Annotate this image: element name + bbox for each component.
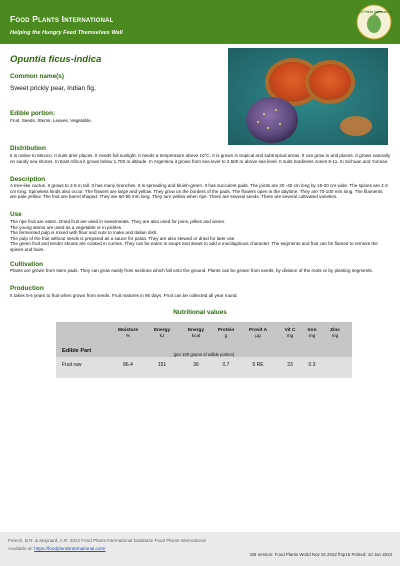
column-header: Vit C mg [284, 328, 296, 339]
cultivation-text: Plants are grown from stem pads. They can grow easily from sections which fall onto the ground. Plants can be grown from seeds, by division of the roots or by planting segments. [10, 268, 374, 273]
column-header: Energy kcal [187, 328, 205, 339]
per-100g-note: (per 100 grams of edible portion) [173, 352, 235, 357]
organization-name: Food Plants International [10, 14, 114, 24]
edible-part-label: Edible Part [62, 348, 92, 354]
distribution-text: It is native to Mexico. It suits drier places. It needs full sunlight. It needs a temperature above 10°C. It is grown in tropical and subtropical areas. It can grow in arid places. It grows naturally on sandy sea shores. In East Africa it grows below 1,700 m altitude. In Argentina it grows from sea level to 2,500 m above sea level. It suits hardiness zones 9-11. In Sichuan and Yunnan. [10, 153, 390, 164]
table-cell: 151 [157, 362, 167, 368]
fruit-photo [228, 48, 388, 145]
use-line: The fermented pulp is mixed with flour and nuts to make and Italian dish. [10, 230, 158, 236]
edible-portion-heading: Edible portion: [10, 110, 56, 117]
website-link[interactable]: https://foodplantsinternational.com/ [34, 546, 106, 551]
use-line: The green fruit and tender shoots are cooked in curries. They can be eaten in soups and stews to add a mucilaginous character. The segments and fruit can be flamed to remove the spines and hairs. [10, 241, 378, 252]
table-cell: 36 [193, 362, 199, 368]
use-line: The ripe fruit are eaten. Dried fruit are used in sweetmeats. They are also used for jams, jellies and wines. [10, 219, 226, 224]
distribution-heading: Distribution [10, 145, 46, 152]
use-line: The pulp of the fruit without seeds is prepared as a sauce for pasta. They are also stewed or dried for later use. [10, 235, 236, 241]
use-text [10, 219, 390, 253]
common-name-heading: Common name(s) [10, 73, 64, 80]
fpi-logo [356, 4, 392, 40]
citation: French, B.R. & Maynard, A.R. 2022 Food Plants International Database Food Plants International [8, 538, 206, 543]
table-cell: 5 RE [252, 362, 264, 368]
nutrition-table [56, 322, 352, 378]
table-cell: 86.4 [123, 362, 133, 368]
description-text: A tree-like cactus. It grows to 2-5 m tall. It has many branches. It is spreading and bluish-green. It has succulent pads. The joints are 20 -40 cm long by 15-20 cm wide. The spines are 2-3 cm long. Spineless kinds also occur. The flowers are large and yellow. They grow on the borders of the pads. The flowers open in the daytime. They are 70-100 mm long. The filaments are pale yellow. The fruit are barrel shaped. They are 50-90 mm long. They turn yellow when ripe. There are several seeds. There are several cultivated varieties. [10, 183, 388, 200]
column-header: Zinc mg [330, 328, 340, 339]
logo-text: Food Plants International [356, 10, 392, 14]
nutrition-table-header [56, 322, 352, 357]
column-header: Protein g [217, 328, 235, 339]
use-line: The young stems are used as a vegetable or in pickles. [10, 224, 123, 230]
production-heading: Production [10, 285, 44, 292]
table-cell: 0.7 [222, 362, 230, 368]
page-footer [0, 532, 400, 566]
edible-portion-value: Fruit, Seeds, Stems, Leaves, Vegetable, [10, 118, 92, 123]
nutritional-values-title: Nutritional values [173, 309, 227, 316]
availability [8, 546, 105, 551]
column-header: Moisture % [118, 328, 138, 339]
version-info: DB Version: Food Plants World Nov 04 2022 fmp16 Printed: 10 Jan 2023 [250, 552, 392, 557]
column-header: Provit A µg [248, 328, 268, 339]
available-label: Available at: [8, 546, 35, 551]
cultivation-heading: Cultivation [10, 261, 44, 268]
page-header [0, 0, 400, 44]
description-heading: Description [10, 176, 46, 183]
table-cell: 23 [287, 362, 293, 368]
common-name-value: Sweet prickly pear, Indian fig, [10, 85, 96, 92]
table-cell: 0.3 [308, 362, 316, 368]
species-name: Opuntia ficus-indica [10, 54, 102, 65]
production-text: It takes 5-6 years to fruit when grown from seeds. Fruit matures in 90 days. Fruit can be collected all year round. [10, 293, 238, 298]
column-header: Energy kJ [153, 328, 171, 339]
column-header: Iron mg [307, 328, 317, 339]
row-label: Fruit raw [62, 362, 82, 368]
use-heading: Use [10, 211, 22, 218]
tagline: Helping the Hungry Feed Themselves Well [10, 30, 123, 36]
